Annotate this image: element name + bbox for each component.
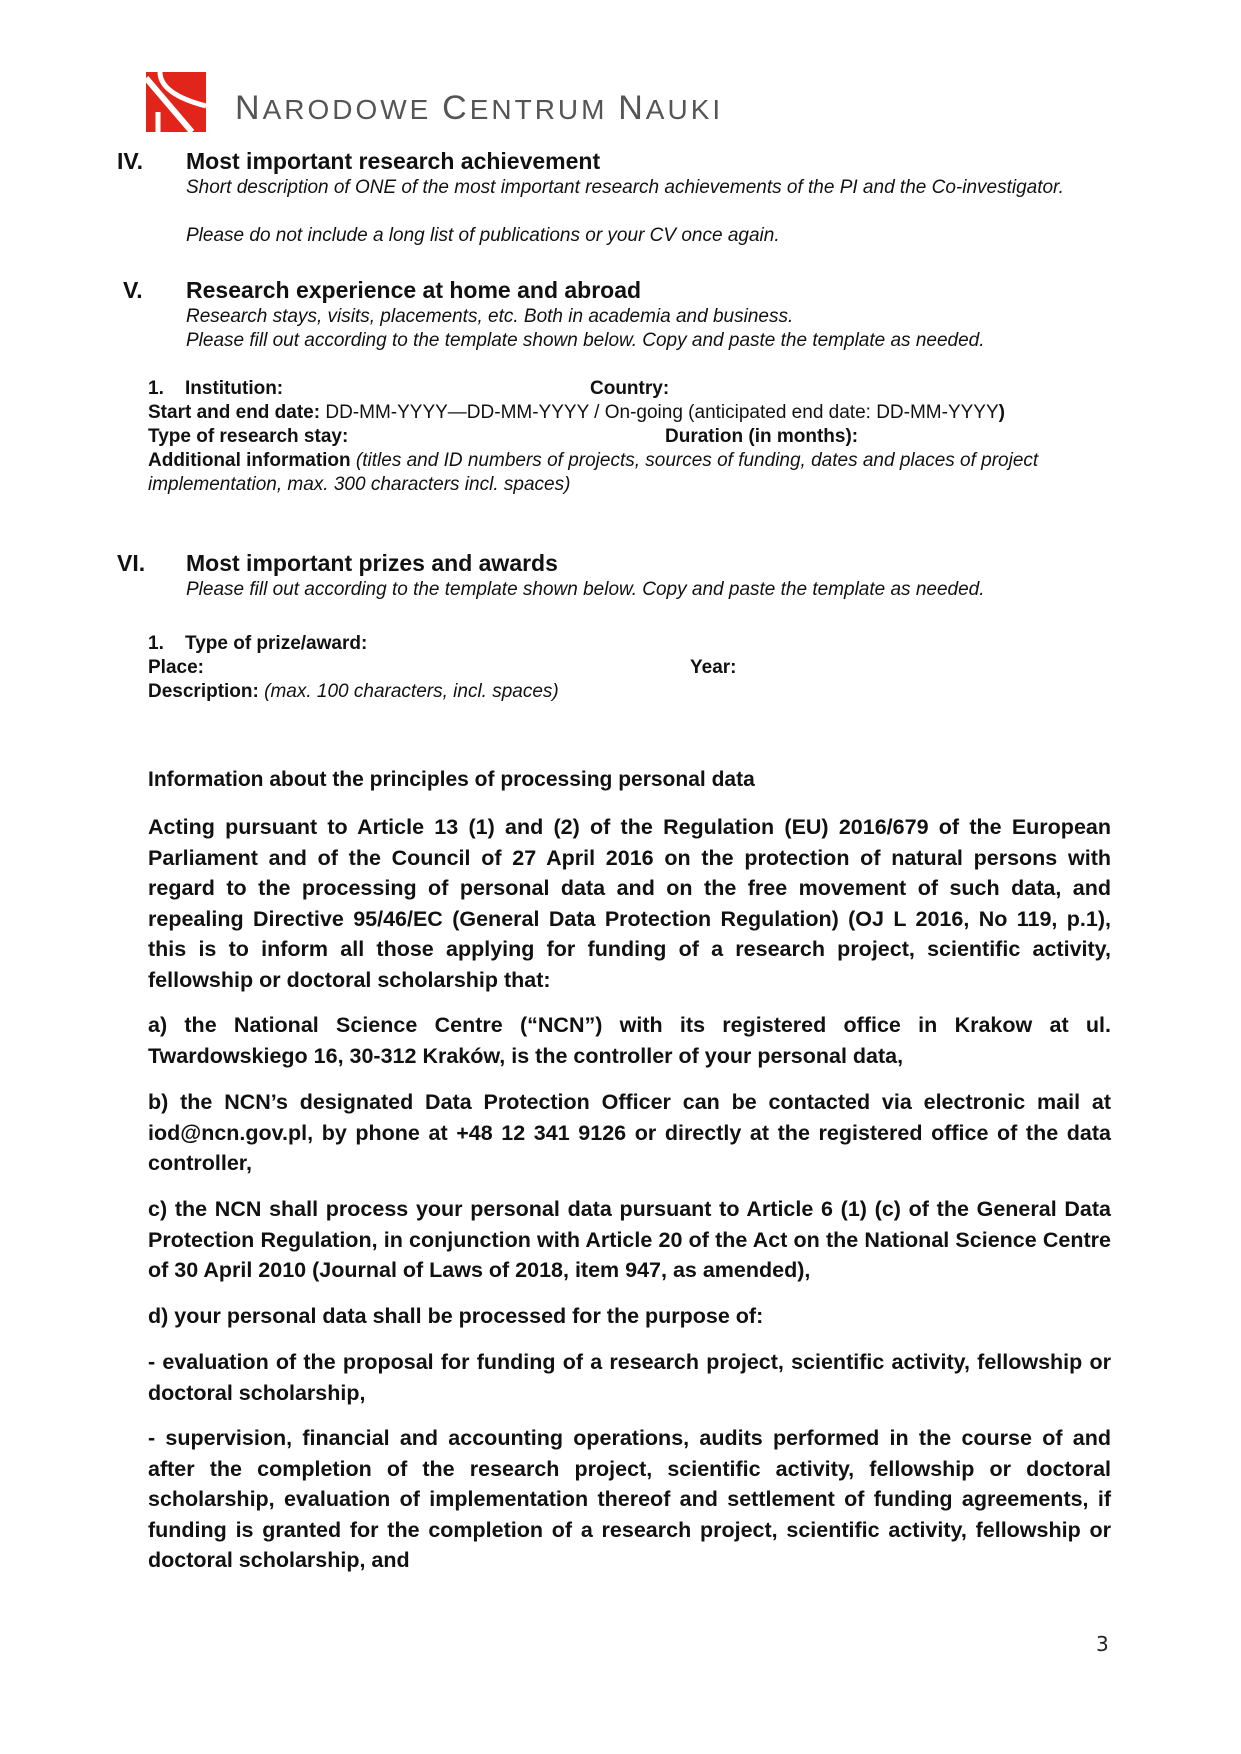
research-stay-item-number: 1. xyxy=(148,378,164,399)
privacy-item-b: b) the NCN’s designated Data Protection Officer can be contacted via electronic mail at iod@ncn.gov.pl, by phone at +48 12 341 9126 or directly at the registered office of the data controller, xyxy=(148,1090,1111,1175)
brand-word: ARODOWE xyxy=(262,94,432,125)
institution-label: Institution: xyxy=(185,378,284,399)
privacy-intro: Acting pursuant to Article 13 (1) and (2) of the Regulation (EU) 2016/679 of the European Parliament and of the Council of 27 April 2016 on the protection of natural persons with regard to the processing of personal data and on the free movement of such data, and repealing Directive 95/46/EC (General Data Protection Regulation) (OJ L 2016, No 119, p.1), this is to inform all those applying for funding of a research project, scientific activity, fellowship or doctoral scholarship that: xyxy=(148,815,1111,992)
start-end-date-close: ) xyxy=(998,402,1005,423)
section-6-instructions: Please fill out according to the template shown below. Copy and paste the template as needed. xyxy=(186,579,985,600)
privacy-purpose-2: - supervision, financial and accounting operations, audits performed in the course of and after the completion of the research project, scientific activity, fellowship or doctoral scholarship, evaluation of implementation thereof and settlement of funding agreements, if funding is granted for the completion of a research project, scientific activity, fellowship or doctoral scholarship, and xyxy=(148,1426,1111,1572)
page-number: 3 xyxy=(1096,1632,1109,1656)
section-4-title: Most important research achievement xyxy=(186,148,601,174)
section-5-number: V. xyxy=(123,277,143,303)
section-4-note: Please do not include a long list of publications or your CV once again. xyxy=(186,225,780,246)
section-5-instructions: Please fill out according to the template shown below. Copy and paste the template as needed. xyxy=(186,330,985,351)
additional-information-hint: (titles and ID numbers of projects, sources of funding, dates and places of project implementation, max. 300 characters incl. spaces) xyxy=(148,450,1039,495)
privacy-item-a: a) the National Science Centre (“NCN”) with its registered office in Krakow at ul. Twardowskiego 16, 30-312 Kraków, is the controller of your personal data, xyxy=(148,1013,1111,1068)
privacy-heading: Information about the principles of processing personal data xyxy=(148,768,755,791)
brand-initial: C xyxy=(442,89,470,127)
research-stay-type-label: Type of research stay: xyxy=(148,426,349,447)
description-hint: (max. 100 characters, incl. spaces) xyxy=(258,681,559,702)
brand-word: ENTRUM xyxy=(469,94,608,125)
privacy-purpose-1: - evaluation of the proposal for funding of a research project, scientific activity, fellowship or doctoral scholarship, xyxy=(148,1350,1111,1405)
privacy-item-d: d) your personal data shall be processed for the purpose of: xyxy=(148,1304,764,1328)
prize-item-number: 1. xyxy=(148,633,164,654)
prize-type-label: Type of prize/award: xyxy=(185,633,368,654)
additional-information-label: Additional information xyxy=(148,450,351,471)
section-5-description: Research stays, visits, placements, etc. Both in academia and business. xyxy=(186,306,794,327)
brand-name xyxy=(235,89,723,128)
start-end-date-row xyxy=(148,401,1005,425)
country-label: Country: xyxy=(590,378,670,399)
additional-information-row xyxy=(148,449,1111,497)
section-6-number: VI. xyxy=(117,550,146,576)
place-label: Place: xyxy=(148,657,204,678)
description-row xyxy=(148,680,559,704)
brand-initial: N xyxy=(235,89,263,127)
section-4-number: IV. xyxy=(117,148,144,174)
start-end-date-value: DD-MM-YYYY—DD-MM-YYYY / On-going (anticipated end date: DD-MM-YYYY xyxy=(320,402,999,423)
brand-initial: N xyxy=(618,89,646,127)
section-6-title: Most important prizes and awards xyxy=(186,550,558,576)
privacy-item-c: c) the NCN shall process your personal data pursuant to Article 6 (1) (c) of the General Data Protection Regulation, in conjunction with Article 20 of the Act on the National Science Centre of 30 April 2010 (Journal of Laws of 2018, item 947, as amended), xyxy=(148,1197,1111,1282)
ncn-logo-icon xyxy=(146,72,206,132)
section-4-description: Short description of ONE of the most important research achievements of the PI and the Co-investigator. xyxy=(186,177,1064,198)
brand-word: AUKI xyxy=(645,94,724,125)
duration-label: Duration (in months): xyxy=(665,426,859,447)
section-5-title: Research experience at home and abroad xyxy=(186,277,642,303)
start-end-date-label: Start and end date: xyxy=(148,402,321,423)
year-label: Year: xyxy=(690,657,737,678)
description-label: Description: xyxy=(148,681,259,702)
